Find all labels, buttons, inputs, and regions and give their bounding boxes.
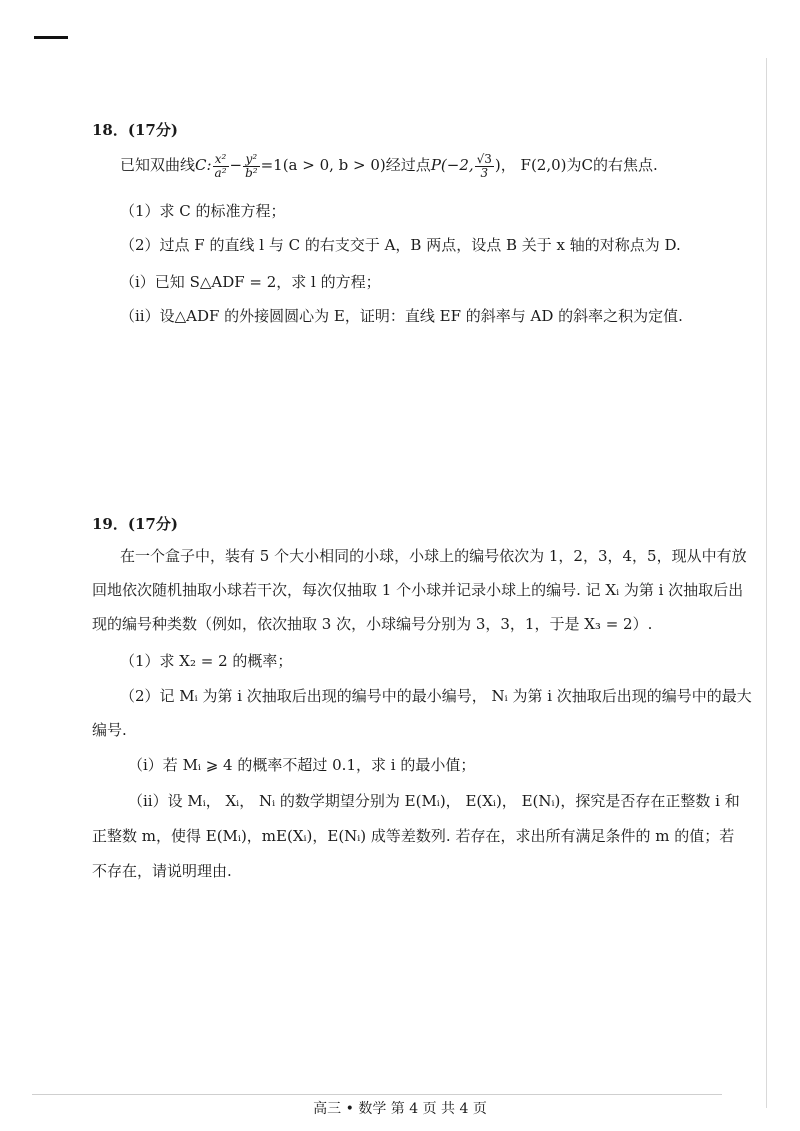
problem-19-part-1: （1）求 X₂ = 2 的概率； xyxy=(120,652,293,670)
fraction-numerator: x² xyxy=(213,153,229,167)
problem-19-part-2a: （2）记 Mᵢ 为第 i 次抽取后出现的编号中的最小编号， Nᵢ 为第 i 次抽取后出现的编号中的最大 xyxy=(120,687,752,705)
problem-18-part-2-ii: （ii）设△ADF 的外接圆圆心为 E，证明：直线 EF 的斜率与 AD 的斜率之积为定值. xyxy=(120,307,683,325)
fraction-x2-a2 xyxy=(213,153,229,180)
fraction-y2-b2 xyxy=(243,153,260,180)
problem-18-intro xyxy=(120,148,658,182)
intro-text-c: ， F(2,0)为C的右焦点. xyxy=(500,156,658,174)
problem-19-header: 19．(17分) xyxy=(92,515,178,533)
intro-text-b: 经过点 xyxy=(385,156,431,174)
problem-18-part-2-i: （i）已知 S△ADF = 2，求 l 的方程； xyxy=(120,273,381,291)
curve-eq-tail: =1(a > 0, b > 0) xyxy=(260,156,386,174)
point-p-tail: ) xyxy=(494,156,501,174)
point-p-lead: P(−2, xyxy=(430,156,474,174)
problem-18-part-1: （1）求 C 的标准方程； xyxy=(120,202,286,220)
problem-19-line-1: 在一个盒子中，装有 5 个大小相同的小球，小球上的编号依次为 1，2，3，4，5，现从中有放 xyxy=(120,547,747,565)
problem-19-part-2-ii-c: 不存在，请说明理由. xyxy=(92,862,232,880)
page-edge-bottom xyxy=(32,1094,722,1095)
problem-19-part-2-ii-b: 正整数 m，使得 E(Mᵢ)，mE(Xᵢ)，E(Nᵢ) 成等差数列. 若存在，求出所有满足条件的 m 的值；若 xyxy=(92,827,735,845)
fraction-numerator: √3 xyxy=(476,151,492,166)
page-edge-right xyxy=(766,58,767,1108)
fraction-denominator: 3 xyxy=(480,165,489,180)
problem-19-part-2-i: （i）若 Mᵢ ⩾ 4 的概率不超过 0.1，求 i 的最小值； xyxy=(128,756,476,774)
corner-mark xyxy=(34,36,68,39)
page-footer: 高三 • 数学 第 4 页 共 4 页 xyxy=(313,1101,487,1117)
intro-text-a: 已知双曲线 xyxy=(120,156,196,174)
problem-19-part-2b: 编号. xyxy=(92,721,127,739)
fraction-denominator: b² xyxy=(245,165,258,180)
fraction-sqrt3-3 xyxy=(475,153,494,180)
minus-sign: − xyxy=(229,156,243,174)
problem-18-header: 18．(17分) xyxy=(92,121,178,139)
curve-eq-lead: C: xyxy=(195,156,212,174)
fraction-denominator: a² xyxy=(214,165,227,180)
problem-18-part-2: （2）过点 F 的直线 l 与 C 的右支交于 A，B 两点，设点 B 关于 x 轴的对称点为 D. xyxy=(120,236,681,254)
fraction-numerator: y² xyxy=(243,153,260,167)
problem-19-part-2-ii-a: （ii）设 Mᵢ， Xᵢ， Nᵢ 的数学期望分别为 E(Mᵢ)， E(Xᵢ)， E(Nᵢ)，探究是否存在正整数 i 和 xyxy=(128,792,740,810)
problem-19-line-2: 回地依次随机抽取小球若干次，每次仅抽取 1 个小球并记录小球上的编号. 记 Xᵢ 为第 i 次抽取后出 xyxy=(92,581,744,599)
problem-19-line-3: 现的编号种类数（例如，依次抽取 3 次，小球编号分别为 3，3，1，于是 X₃ = 2）. xyxy=(92,615,653,633)
